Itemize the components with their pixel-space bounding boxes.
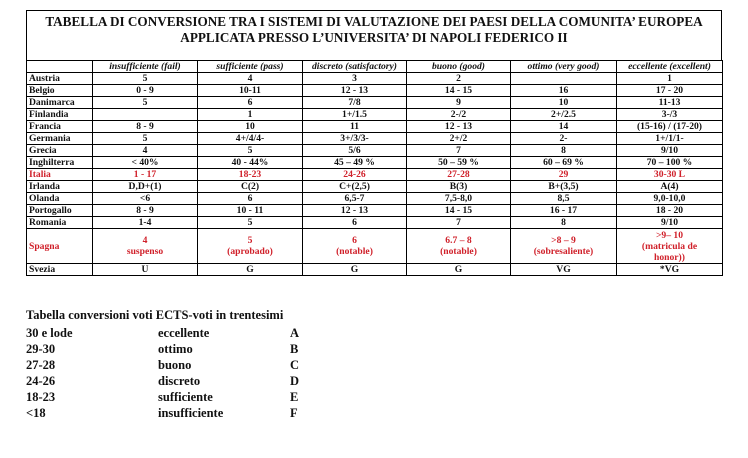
grade-cell: 1 [198,109,303,121]
grade-cell: 10 - 11 [198,205,303,217]
grade-cell: >8 – 9 (sobresaliente) [511,229,617,264]
grade-cell [511,73,617,85]
grade-cell: 4 suspenso [93,229,198,264]
grade-cell: 2+/2.5 [511,109,617,121]
grade-cell: D,D+(1) [93,181,198,193]
grade-cell: 2+/2 [407,133,511,145]
grade-cell: 6.7 – 8 (notable) [407,229,511,264]
country-cell: Danimarca [27,97,93,109]
header-cell: insufficiente (fail) [93,61,198,73]
country-cell: Austria [27,73,93,85]
legend-label: insufficiente [158,406,224,420]
legend-label: buono [158,358,192,372]
grade-cell: 9 [407,97,511,109]
grade-cell: 7 [407,145,511,157]
grade-cell: 2-/2 [407,109,511,121]
table-row [27,157,723,169]
grade-cell: 9/10 [617,217,723,229]
grade-cell: 10-11 [198,85,303,97]
grade-cell: C+(2,5) [303,181,407,193]
legend-label: sufficiente [158,390,213,404]
country-cell: Grecia [27,145,93,157]
country-cell: Svezia [27,264,93,276]
table-row [27,121,723,133]
legend-ects-grade: F [290,406,298,420]
legend-label: eccellente [158,326,210,340]
grade-cell: 6 (notable) [303,229,407,264]
grade-cell: 14 - 15 [407,205,511,217]
table-row [27,217,723,229]
grade-cell: 8 - 9 [93,121,198,133]
legend-row [26,373,386,389]
grade-cell: 5 [93,97,198,109]
grade-cell: 17 - 20 [617,85,723,97]
header-cell: sufficiente (pass) [198,61,303,73]
grade-cell: 27-28 [407,169,511,181]
grade-cell: 24-26 [303,169,407,181]
grade-cell: 5/6 [303,145,407,157]
grade-cell: 5 (aprobado) [198,229,303,264]
grade-cell: 5 [93,73,198,85]
grade-cell: 6 [198,193,303,205]
grade-cell: 7/8 [303,97,407,109]
grade-cell: 14 [511,121,617,133]
grade-cell: 11-13 [617,97,723,109]
country-cell: Portogallo [27,205,93,217]
grade-cell: 9/10 [617,145,723,157]
legend-ects-grade: D [290,374,300,388]
country-cell: Irlanda [27,181,93,193]
header-cell [27,61,93,73]
grade-cell: 2- [511,133,617,145]
table-row [27,205,723,217]
legend-row [26,325,386,341]
table-title [26,10,722,60]
grade-cell: 12 - 13 [303,205,407,217]
header-cell: discreto (satisfactory) [303,61,407,73]
legend-ects-grade: B [290,342,299,356]
legend-label: discreto [158,374,201,388]
grade-cell: 1+/1/1- [617,133,723,145]
country-cell: Spagna [27,229,93,264]
legend-range: 29-30 [26,342,56,356]
grade-cell: 5 [198,217,303,229]
legend-row [26,357,386,373]
country-cell: Italia [27,169,93,181]
grade-cell: 7,5-8,0 [407,193,511,205]
title-line-1: TABELLA DI CONVERSIONE TRA I SISTEMI DI VALUTAZIONE DEI PAESI DELLA COMUNITA’ EUROPEA [45,14,703,29]
header-cell: buono (good) [407,61,511,73]
legend-row [26,341,386,357]
grade-cell: 1-4 [93,217,198,229]
grade-cell: 10 [511,97,617,109]
grade-cell: < 40% [93,157,198,169]
grade-cell: 10 [198,121,303,133]
grade-cell: 11 [303,121,407,133]
table-row [27,264,723,276]
grade-cell: 30-30 L [617,169,723,181]
country-cell: Francia [27,121,93,133]
grade-cell: >9– 10 (matricula de honor)) [617,229,723,264]
grade-cell: 16 - 17 [511,205,617,217]
grade-cell: 5 [198,145,303,157]
grade-cell: C(2) [198,181,303,193]
country-cell: Romania [27,217,93,229]
legend-row [26,405,386,421]
grade-cell: 2 [407,73,511,85]
grade-cell: G [407,264,511,276]
country-cell: Olanda [27,193,93,205]
legend-title: Tabella conversioni voti ECTS-voti in trentesimi [26,308,284,322]
grade-cell: 40 - 44% [198,157,303,169]
legend-row [26,389,386,405]
grade-cell: 12 - 13 [407,121,511,133]
table-row [27,97,723,109]
grade-cell: 60 – 69 % [511,157,617,169]
legend-range: <18 [26,406,46,420]
conversion-table-frame [26,10,722,298]
legend-ects-grade: C [290,358,300,372]
grade-cell: 12 - 13 [303,85,407,97]
grade-cell: 8 [511,217,617,229]
grade-cell: 45 – 49 % [303,157,407,169]
grade-cell: 50 – 59 % [407,157,511,169]
grade-cell: 5 [93,133,198,145]
grade-cell: 4+/4/4- [198,133,303,145]
grade-cell: B+(3,5) [511,181,617,193]
grade-cell: 29 [511,169,617,181]
country-cell: Inghilterra [27,157,93,169]
table-body [27,73,723,276]
header-row [27,61,723,73]
legend-rows [26,325,386,421]
grade-cell: 8 - 9 [93,205,198,217]
grade-cell: 18-23 [198,169,303,181]
grade-cell: G [198,264,303,276]
grade-cell: 4 [198,73,303,85]
grade-cell [93,109,198,121]
grade-cell: 1 [617,73,723,85]
table-row [27,169,723,181]
legend-range: 30 e lode [26,326,73,340]
grade-cell: 7 [407,217,511,229]
grade-cell: A(4) [617,181,723,193]
table-row [27,229,723,264]
legend-label: ottimo [158,342,193,356]
country-cell: Finlandia [27,109,93,121]
grade-cell: G [303,264,407,276]
table-row [27,145,723,157]
country-cell: Belgio [27,85,93,97]
grade-cell: 70 – 100 % [617,157,723,169]
header-cell: ottimo (very good) [511,61,617,73]
grade-cell: 9,0-10,0 [617,193,723,205]
grade-cell: 6,5-7 [303,193,407,205]
table-row [27,85,723,97]
grade-cell: U [93,264,198,276]
legend-ects-grade: A [290,326,300,340]
grade-cell: 14 - 15 [407,85,511,97]
conversion-table [26,60,723,276]
grade-cell: 16 [511,85,617,97]
grade-cell: *VG [617,264,723,276]
grade-cell: B(3) [407,181,511,193]
grade-cell: 3 [303,73,407,85]
grade-cell: 6 [303,217,407,229]
grade-cell: 8,5 [511,193,617,205]
table-row [27,193,723,205]
grade-cell: 8 [511,145,617,157]
legend-range: 18-23 [26,390,56,404]
grade-cell: 6 [198,97,303,109]
grade-cell: 4 [93,145,198,157]
table-row [27,109,723,121]
grade-cell: 3+/3/3- [303,133,407,145]
legend-range: 24-26 [26,374,56,388]
grade-cell: 1+/1.5 [303,109,407,121]
grade-cell: <6 [93,193,198,205]
table-row [27,73,723,85]
table-row [27,133,723,145]
grade-cell: 0 - 9 [93,85,198,97]
header-cell: eccellente (excellent) [617,61,723,73]
country-cell: Germania [27,133,93,145]
grade-cell: 18 - 20 [617,205,723,217]
title-line-2: APPLICATA PRESSO L’UNIVERSITA’ DI NAPOLI FEDERICO II [180,30,568,45]
grade-cell: VG [511,264,617,276]
table-row [27,181,723,193]
legend-ects-grade: E [290,390,299,404]
grade-cell: 1 - 17 [93,169,198,181]
legend-range: 27-28 [26,358,56,372]
grade-cell: (15-16) / (17-20) [617,121,723,133]
grade-cell: 3-/3 [617,109,723,121]
ects-legend [26,308,386,421]
